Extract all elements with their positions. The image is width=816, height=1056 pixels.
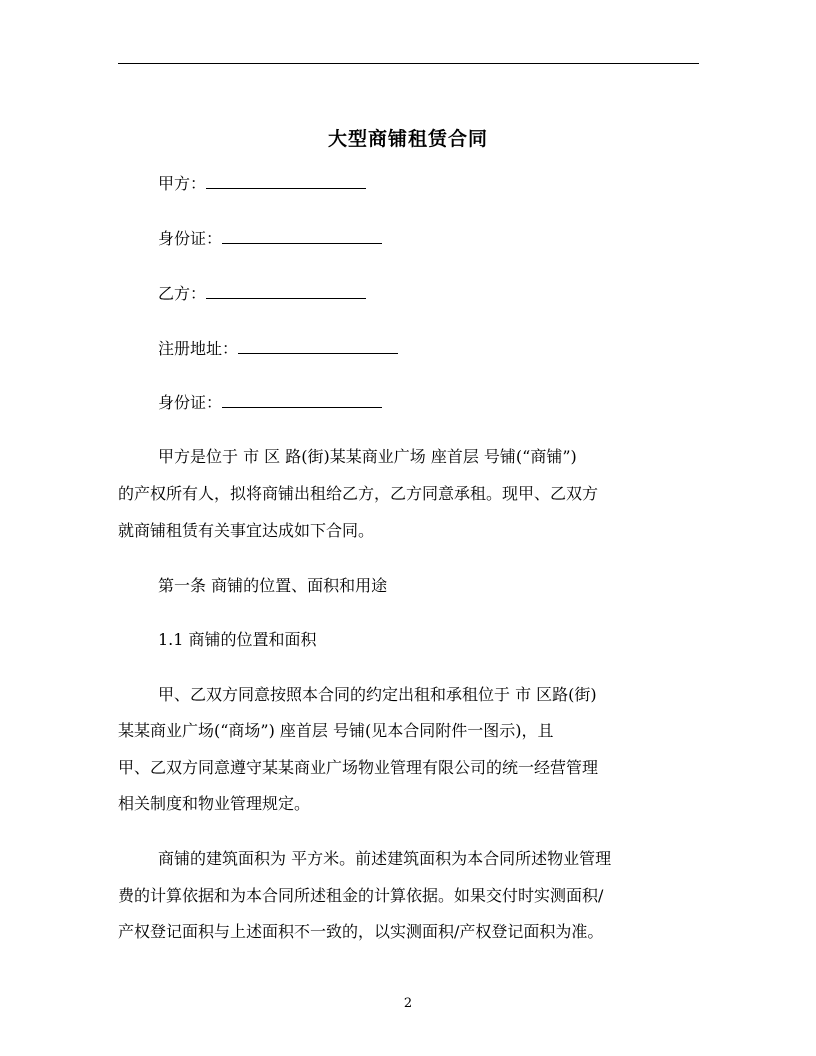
page-number: 2: [403, 996, 413, 1011]
intro-paragraph-line: 甲方是位于 市 区 路(街)某某商业广场 座首层 号铺(“商铺”): [158, 447, 577, 466]
area-paragraph-line: 商铺的建筑面积为 平方米。前述建筑面积为本合同所述物业管理: [158, 849, 612, 868]
party-a-field: [158, 173, 366, 195]
intro-paragraph-line: 就商铺租赁有关事宜达成如下合同。: [118, 521, 375, 540]
party-a-label: 甲方：: [158, 174, 207, 193]
location-paragraph-line: 甲、乙双方同意按照本合同的约定出租和承租位于 市 区路(街): [158, 685, 597, 704]
area-paragraph-line: 费的计算依据和为本合同所述租金的计算依据。如果交付时实测面积/: [118, 886, 604, 905]
intro-paragraph-line: 的产权所有人，拟将商铺出租给乙方，乙方同意承租。现甲、乙双方: [118, 484, 599, 503]
party-a-blank-line: [206, 173, 366, 189]
section-1-1-heading: 1.1 商铺的位置和面积: [158, 630, 317, 649]
party-b-id-label: 身份证：: [158, 393, 223, 412]
party-b-blank-line: [206, 283, 366, 299]
location-paragraph-line: 某某商业广场(“商场”) 座首层 号铺(见本合同附件一图示)，且: [118, 721, 554, 740]
document-title: 大型商铺租赁合同: [327, 128, 488, 150]
area-paragraph-line: 产权登记面积与上述面积不一致的，以实测面积/产权登记面积为准。: [118, 922, 604, 941]
party-b-label: 乙方：: [158, 284, 207, 303]
party-b-field: [158, 283, 366, 305]
party-a-id-field: [158, 228, 382, 250]
header-rule: [118, 63, 699, 64]
location-paragraph-line: 甲、乙双方同意遵守某某商业广场物业管理有限公司的统一经营管理: [118, 758, 599, 777]
party-a-id-label: 身份证：: [158, 229, 223, 248]
article-1-heading: 第一条 商铺的位置、面积和用途: [158, 576, 388, 595]
registered-address-label: 注册地址：: [158, 339, 239, 358]
registered-address-field: [158, 338, 398, 360]
registered-address-blank-line: [238, 338, 398, 354]
party-b-id-blank-line: [222, 392, 382, 408]
party-b-id-field: [158, 392, 382, 414]
location-paragraph-line: 相关制度和物业管理规定。: [118, 794, 311, 813]
party-a-id-blank-line: [222, 228, 382, 244]
